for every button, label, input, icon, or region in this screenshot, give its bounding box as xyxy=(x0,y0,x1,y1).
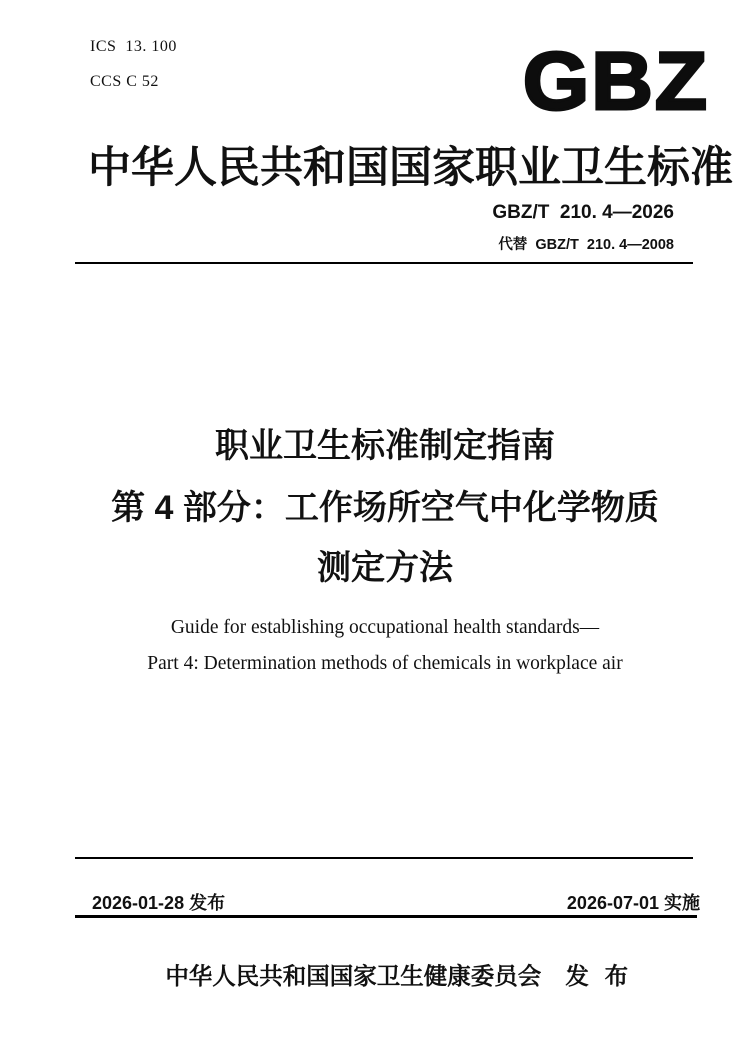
doc-english-subtitle-line-1: Guide for establishing occupational health standards— xyxy=(170,617,600,638)
header-divider xyxy=(75,262,693,264)
doc-title-line-1: 职业卫生标准制定指南 xyxy=(215,427,555,465)
gbz-logo: GBZ xyxy=(522,36,709,127)
doc-title-line-2: 第 4 部分：工作场所空气中化学物质 xyxy=(111,489,659,527)
publish-label: 发 布 xyxy=(565,963,629,990)
implement-date: 2026-07-01 实施 xyxy=(566,893,700,913)
doc-title-line-3: 测定方法 xyxy=(317,549,453,587)
issue-date: 2026-01-28 发布 xyxy=(92,893,226,913)
ics-code: ICS 13. 100 xyxy=(90,38,177,55)
footer-lower-divider xyxy=(75,915,697,918)
standard-number: GBZ/T 210. 4—2026 xyxy=(492,202,674,223)
footer-upper-divider xyxy=(75,857,693,859)
standard-category-title: 中华人民共和国国家职业卫生标准 xyxy=(88,144,733,192)
publisher-line xyxy=(20,939,750,1017)
publisher-name: 中华人民共和国国家卫生健康委员会 xyxy=(165,963,542,990)
doc-english-subtitle-line-2: Part 4: Determination methods of chemicals in workplace air xyxy=(147,653,623,674)
ccs-code: CCS C 52 xyxy=(90,73,159,90)
replaces-note: 代替 GBZ/T 210. 4—2008 xyxy=(498,237,674,253)
